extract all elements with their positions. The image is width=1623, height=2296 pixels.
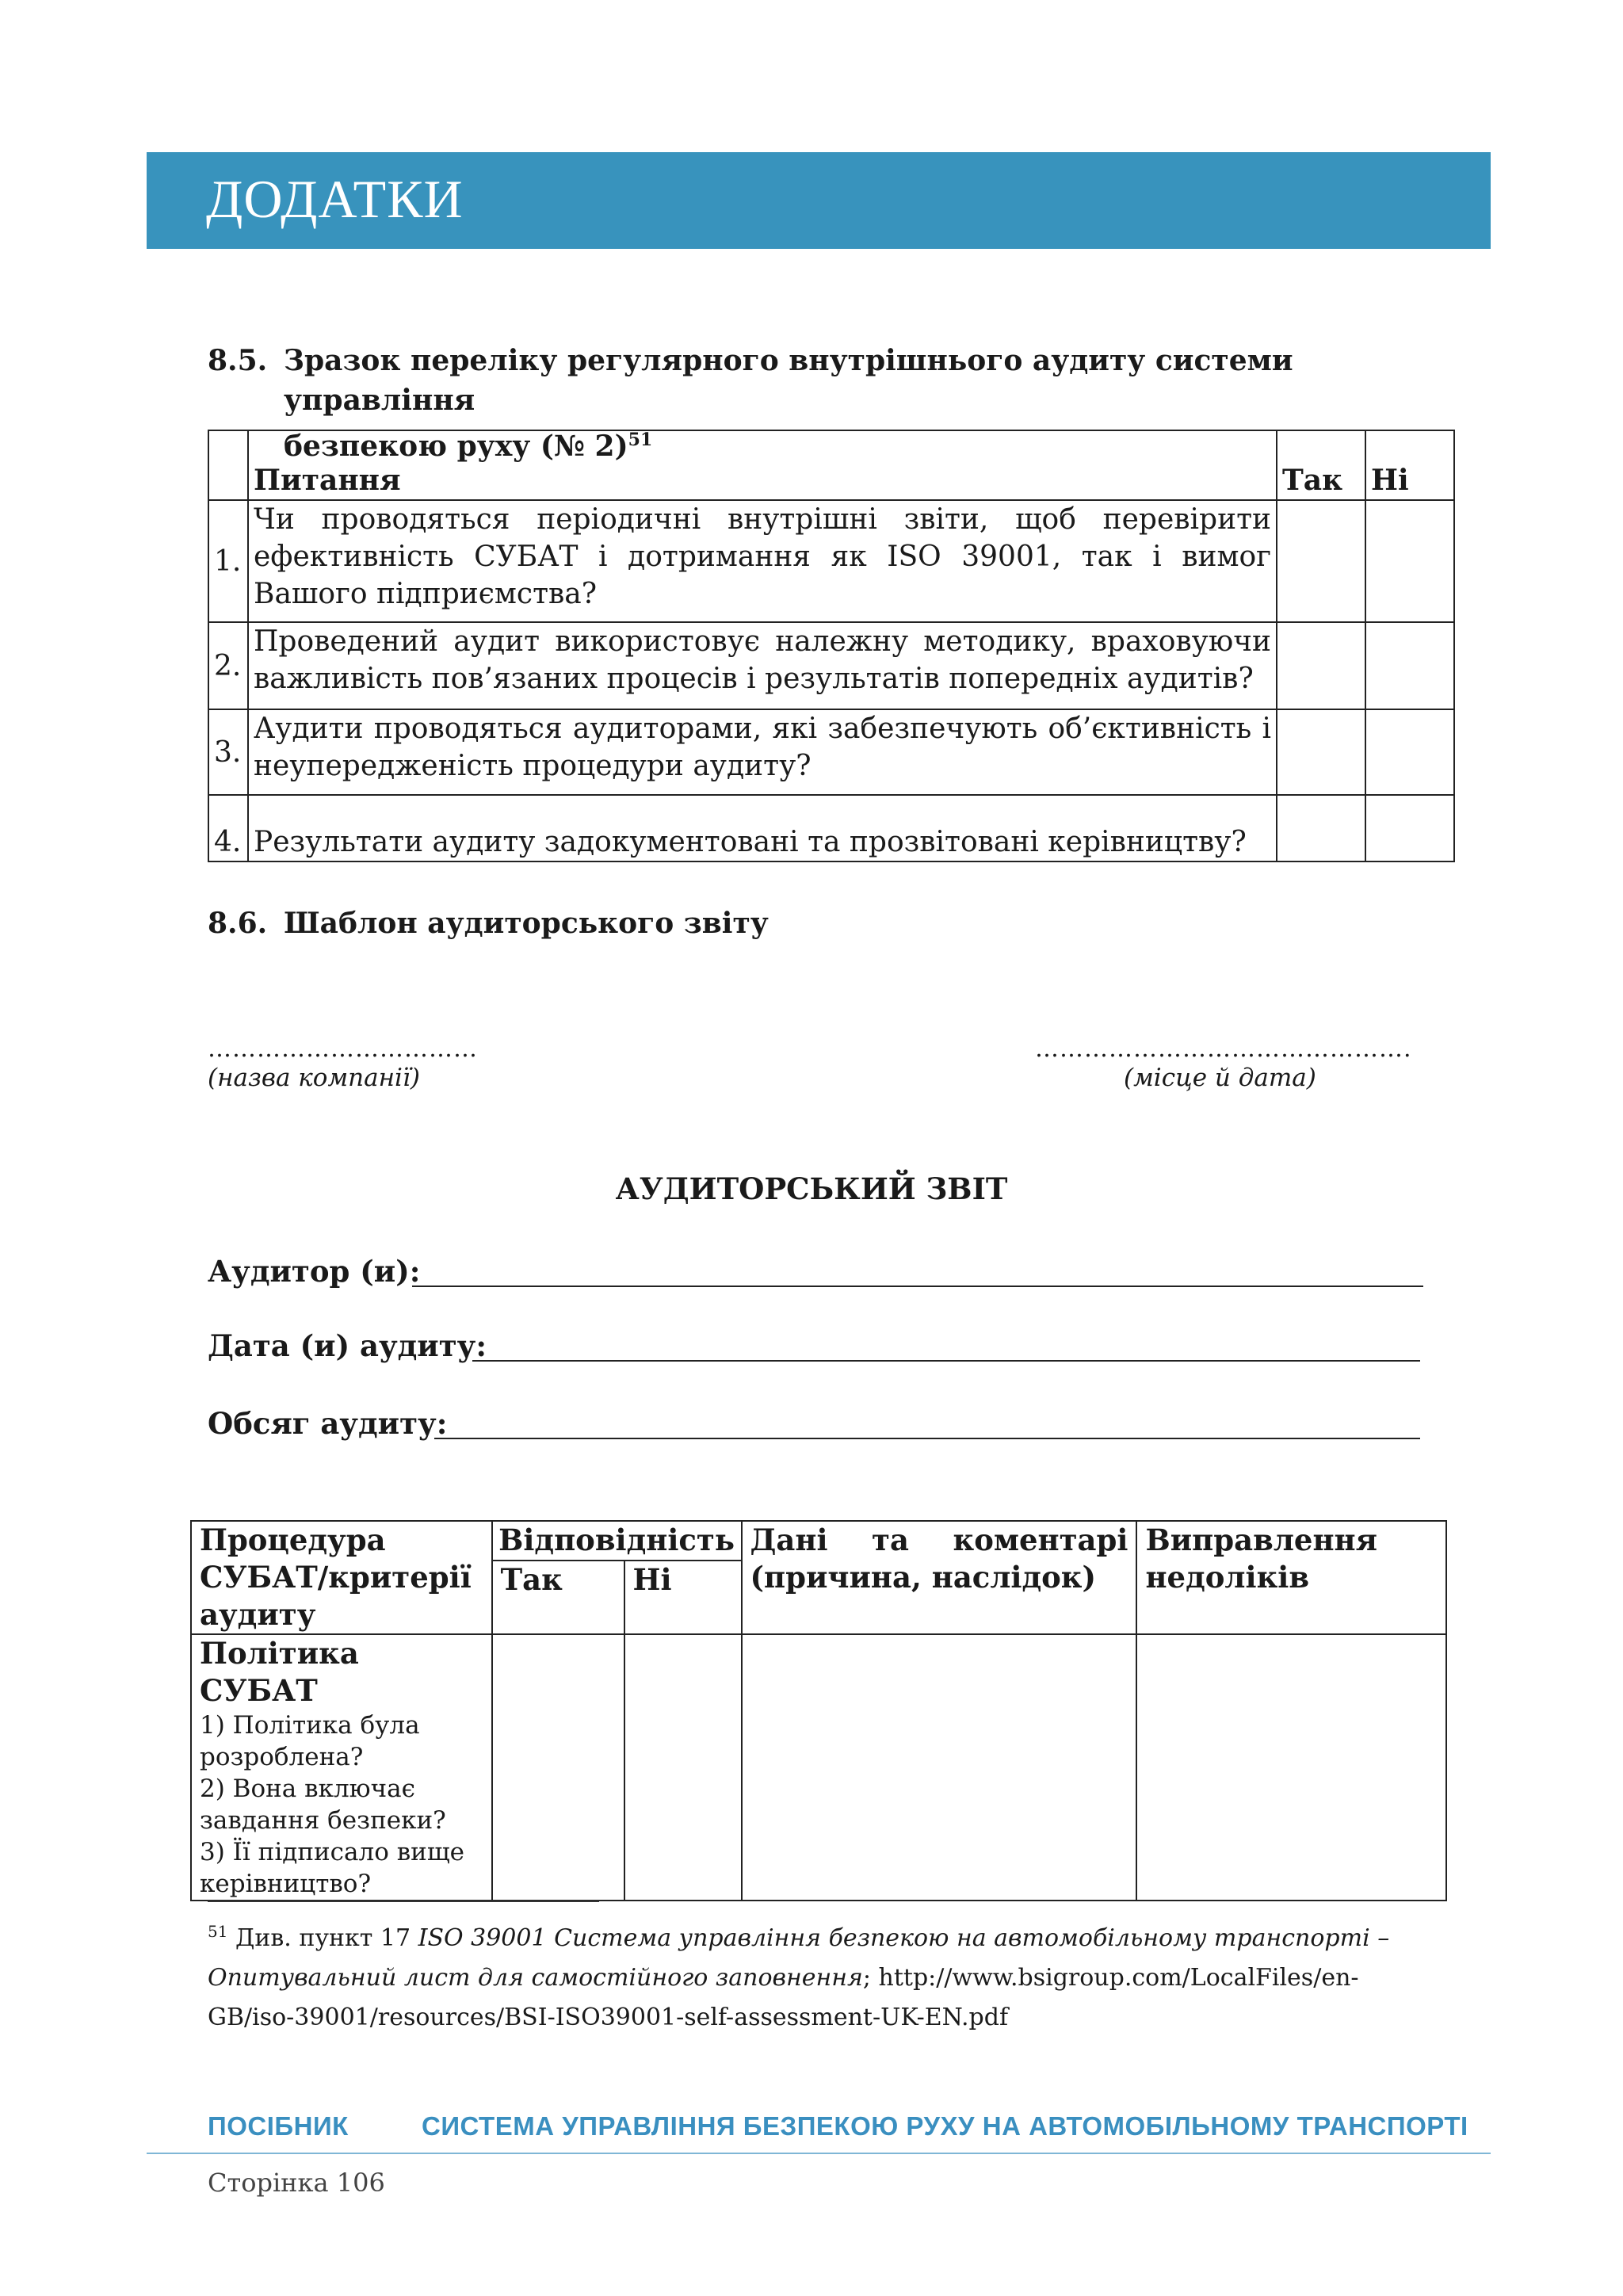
banner-title: ДОДАТКИ xyxy=(206,169,464,229)
yes-answer-cell[interactable] xyxy=(1277,500,1365,622)
header-corrections: Виправлення недоліків xyxy=(1136,1521,1446,1634)
company-caption: (назва компанії) xyxy=(208,1064,420,1092)
data-comments-cell[interactable] xyxy=(742,1634,1137,1901)
audit-scope-label: Обсяг аудиту: xyxy=(208,1406,448,1441)
header-compliance: Відповідність xyxy=(492,1521,742,1561)
no-answer-cell[interactable] xyxy=(1365,795,1454,861)
section-85-title-line2: безпекою руху (№ 2) xyxy=(284,430,628,463)
header-compliance-no: Ні xyxy=(624,1561,742,1634)
header-procedure: Процедура СУБАТ/критерії аудиту xyxy=(191,1521,492,1634)
corrections-cell[interactable] xyxy=(1136,1634,1446,1901)
row-question: Аудити проводяться аудиторами, які забезпечують об’єктивність і неупередженість процедури аудиту? xyxy=(248,709,1277,795)
audit-scope-input-line[interactable] xyxy=(434,1438,1420,1439)
report-header-row xyxy=(191,1521,1446,1561)
checklist-row xyxy=(208,709,1454,795)
section-86-title: Шаблон аудиторського звіту xyxy=(284,907,769,940)
footer-rule xyxy=(147,2153,1491,2154)
yes-answer-cell[interactable] xyxy=(1277,709,1365,795)
auditor-label: Аудитор (и): xyxy=(208,1254,421,1289)
row-number: 4. xyxy=(208,795,248,861)
audit-scope-field xyxy=(208,1406,1420,1446)
footnote-url[interactable]: ; http://www.bsigroup.com/LocalFiles/en-GB/iso-39001/resources/BSI-ISO39001-self-assessment-UK-EN.pdf xyxy=(208,1964,1359,2031)
no-answer-cell[interactable] xyxy=(1365,709,1454,795)
audit-date-field xyxy=(208,1328,1420,1368)
header-yes: Так xyxy=(1277,430,1365,500)
checklist-row xyxy=(208,500,1454,622)
section-86-number: 8.6. xyxy=(208,907,268,940)
procedure-item: 1) Політика була розроблена? xyxy=(200,1711,420,1771)
yes-answer-cell[interactable] xyxy=(1277,795,1365,861)
footnote-rule xyxy=(208,1901,599,1902)
audit-report-table xyxy=(190,1520,1447,1901)
footnote xyxy=(208,1912,1444,2038)
auditor-input-line[interactable] xyxy=(412,1286,1423,1287)
report-title: АУДИТОРСЬКИЙ ЗВІТ xyxy=(615,1171,1008,1206)
header-compliance-yes: Так xyxy=(492,1561,624,1634)
footnote-prefix: Див. пункт 17 xyxy=(235,1924,411,1952)
checklist-row xyxy=(208,622,1454,709)
procedure-title: Політика СУБАТ xyxy=(200,1636,359,1708)
row-question: Проведений аудит використовує належну методику, враховуючи важливість пов’язаних процесів і результатів попередніх аудитів? xyxy=(248,622,1277,709)
row-number: 1. xyxy=(208,500,248,622)
section-85-title-line1: Зразок переліку регулярного внутрішнього аудиту системи управління xyxy=(284,344,1293,417)
header-question: Питання xyxy=(248,430,1277,500)
audit-date-input-line[interactable] xyxy=(472,1360,1420,1362)
company-dots: …………………………… xyxy=(208,1035,478,1063)
place-date-dots: ………………………………………. xyxy=(1035,1035,1412,1063)
header-num-cell xyxy=(208,430,248,500)
compliance-yes-cell[interactable] xyxy=(492,1634,624,1901)
section-banner xyxy=(147,152,1491,249)
procedure-item: 2) Вона включає завдання безпеки? xyxy=(200,1775,446,1835)
header-data-comments: Дані та коментарі (причина, наслідок) xyxy=(742,1521,1137,1634)
footnote-number: 51 xyxy=(208,1922,228,1941)
procedure-cell xyxy=(191,1634,492,1901)
page-number: Сторінка 106 xyxy=(208,2168,385,2198)
checklist-row xyxy=(208,795,1454,861)
footnote-ref[interactable]: 51 xyxy=(628,430,653,450)
row-question: Результати аудиту задокументовані та прозвітовані керівництву? xyxy=(248,795,1277,861)
section-85-number: 8.5. xyxy=(208,344,268,377)
audit-date-label: Дата (и) аудиту: xyxy=(208,1328,487,1363)
checklist-table xyxy=(208,430,1455,862)
procedure-item: 3) Її підписало вище керівництво? xyxy=(200,1838,465,1898)
auditor-field xyxy=(208,1254,1423,1293)
compliance-no-cell[interactable] xyxy=(624,1634,742,1901)
row-number: 3. xyxy=(208,709,248,795)
row-number: 2. xyxy=(208,622,248,709)
place-date-caption: (місце й дата) xyxy=(1124,1064,1316,1092)
row-question: Чи проводяться періодичні внутрішні звіти, щоб перевірити ефективність СУБАТ і дотримання як ISO 39001, так і вимог Вашого підприємства? xyxy=(248,500,1277,622)
footer-left: ПОСІБНИК xyxy=(208,2111,349,2141)
header-no: Ні xyxy=(1365,430,1454,500)
footer-right: СИСТЕМА УПРАВЛІННЯ БЕЗПЕКОЮ РУХУ НА АВТОМОБІЛЬНОМУ ТРАНСПОРТІ xyxy=(422,2111,1468,2141)
report-row xyxy=(191,1634,1446,1901)
checklist-header-row xyxy=(208,430,1454,500)
no-answer-cell[interactable] xyxy=(1365,622,1454,709)
no-answer-cell[interactable] xyxy=(1365,500,1454,622)
footnote-italic-title: ISO 39001 Система управління безпекою на автомобільному транспорті – Опитувальний лист для самостійного заповнення xyxy=(208,1924,1390,1992)
yes-answer-cell[interactable] xyxy=(1277,622,1365,709)
